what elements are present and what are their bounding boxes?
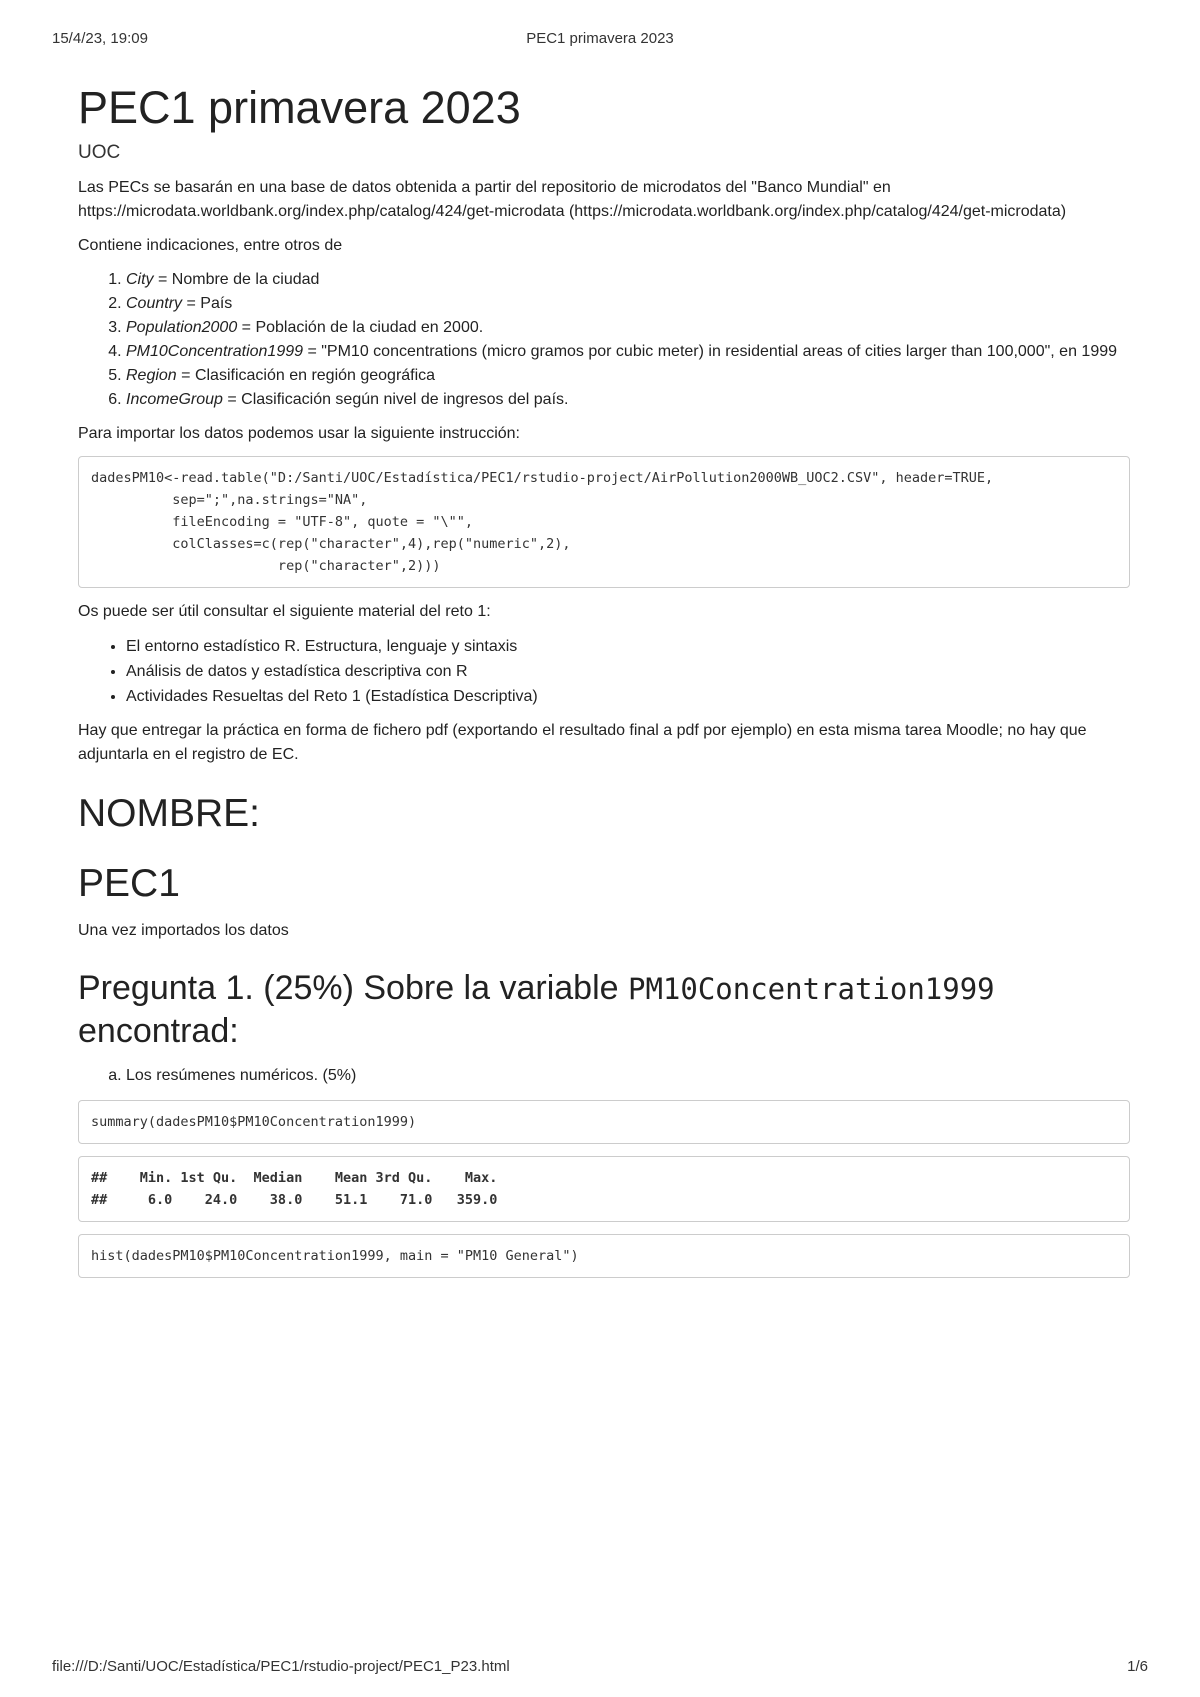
variable-name: PM10Concentration1999 [126, 343, 304, 360]
import-intro: Para importar los datos podemos usar la siguiente instrucción: [78, 425, 520, 442]
delivery-note: Hay que entregar la práctica en forma de fichero pdf (exportando el resultado final a pdf por ejemplo) en esta misma tarea Moodle; no hay que adjuntarla en el registro de EC. [78, 722, 1087, 763]
list-item [126, 340, 1130, 364]
variable-name: City [126, 271, 154, 288]
print-date: 15/4/23, 19:09 [52, 30, 148, 47]
print-header [52, 30, 1148, 50]
list-item: • Análisis de datos y estadística descriptiva con R [126, 659, 1130, 684]
list-item [126, 268, 1130, 292]
contains-intro: Contiene indicaciones, entre otros de [78, 237, 343, 254]
pec-intro: Una vez importados los datos [78, 922, 289, 939]
list-item [126, 292, 1130, 316]
print-title: PEC1 primavera 2023 [526, 30, 674, 47]
question-suffix: encontrad: [78, 1012, 239, 1050]
file-path: file:///D:/Santi/UOC/Estadística/PEC1/rstudio-project/PEC1_P23.html [52, 1658, 510, 1675]
page-number: 1/6 [1127, 1658, 1148, 1675]
subquestions-list [78, 1064, 1130, 1088]
list-item [126, 316, 1130, 340]
variable-desc: = País [182, 295, 233, 312]
list-item: • El entorno estadístico R. Estructura, lenguaje y sintaxis [126, 634, 1130, 659]
variable-name: Country [126, 295, 183, 312]
list-item: a. Los resúmenes numéricos. (5%) [126, 1064, 1130, 1088]
page-title: PEC1 primavera 2023 [78, 82, 521, 133]
intro-paragraph: Las PECs se basarán en una base de datos obtenida a partir del repositorio de microdatos del "Banco Mundial" en https://microdata.worldbank.org/index.php/catalog/424/get-microdata (https://microdata.worldbank.org/index.php/catalog/424/get-microdata) [78, 179, 1067, 220]
import-code-block: dadesPM10<-read.table("D:/Santi/UOC/Estadística/PEC1/rstudio-project/AirPollution2000WB_UOC2.CSV", header=TRUE, sep=";",na.strings="NA", fileEncoding = "UTF-8", quote = "\"", colClasses=c(rep("character",4),rep("numeric",2), rep("character",2))) [78, 456, 1130, 588]
variable-desc: = Nombre de la ciudad [153, 271, 320, 288]
variable-desc: = Clasificación en región geográfica [176, 367, 436, 384]
question-1-heading [78, 967, 1130, 1052]
question-variable: PM10Concentration1999 [627, 972, 995, 1006]
name-heading: NOMBRE: [78, 792, 261, 835]
variable-desc: = Población de la ciudad en 2000. [237, 319, 484, 336]
summary-output-block: ## Min. 1st Qu. Median Mean 3rd Qu. Max. ## 6.0 24.0 38.0 51.1 71.0 359.0 [78, 1156, 1130, 1222]
variable-name: Population2000 [126, 319, 238, 336]
variable-name: IncomeGroup [126, 391, 223, 408]
variables-list [78, 268, 1130, 412]
variable-desc: = "PM10 concentrations (micro gramos por cubic meter) in residential areas of cities larger than 100,000", en 1999 [303, 343, 1118, 360]
pec-heading: PEC1 [78, 862, 180, 905]
list-item [126, 388, 1130, 412]
material-intro: Os puede ser útil consultar el siguiente material del reto 1: [78, 603, 491, 620]
variable-name: Region [126, 367, 177, 384]
variable-desc: = Clasificación según nivel de ingresos del país. [222, 391, 569, 408]
hist-code-block: hist(dadesPM10$PM10Concentration1999, main = "PM10 General") [78, 1234, 1130, 1278]
summary-code-block: summary(dadesPM10$PM10Concentration1999) [78, 1100, 1130, 1144]
author: UOC [78, 142, 121, 163]
list-item [126, 364, 1130, 388]
list-item: • Actividades Resueltas del Reto 1 (Estadística Descriptiva) [126, 684, 1130, 709]
print-footer [52, 1658, 1148, 1678]
materials-list [78, 634, 1130, 709]
document-body [78, 78, 1130, 1290]
question-prefix: Pregunta 1. (25%) Sobre la variable [78, 969, 628, 1007]
